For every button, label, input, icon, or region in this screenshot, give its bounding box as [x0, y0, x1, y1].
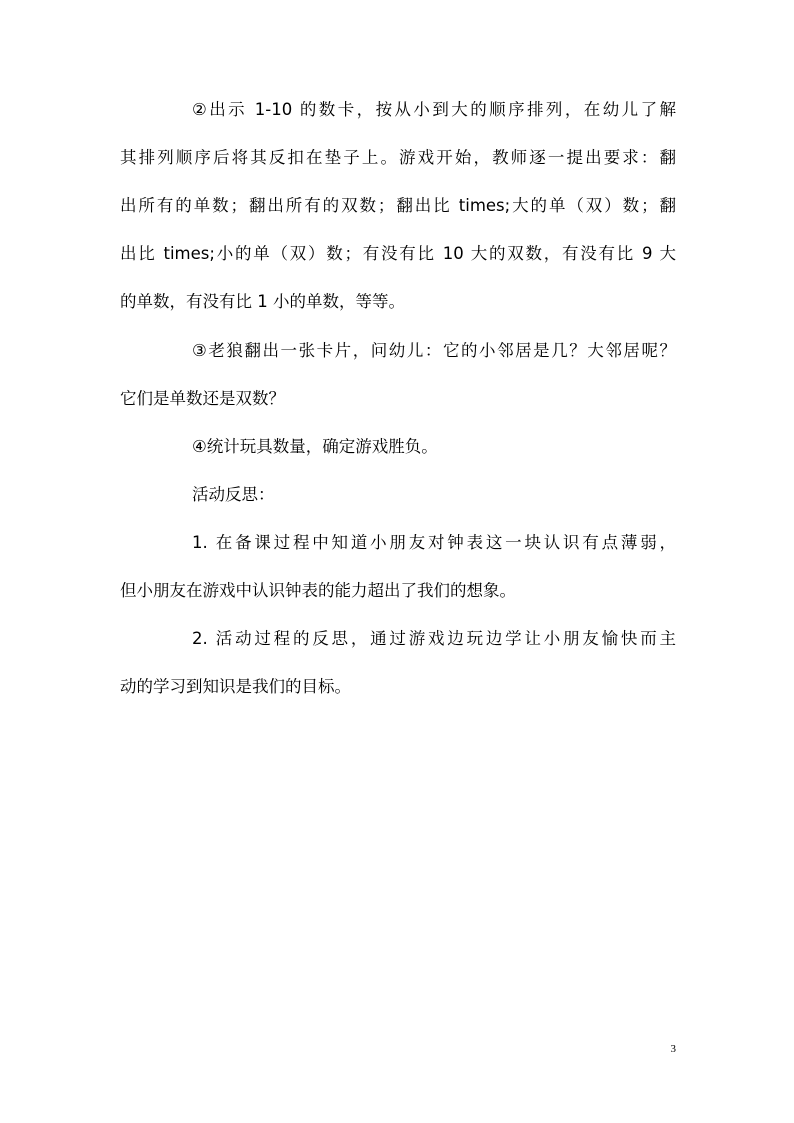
paragraph-line: ③老狼翻出一张卡片，问幼儿：它的小邻居是几？大邻居呢？ — [192, 341, 676, 360]
paragraph-line: 其排列顺序后将其反扣在垫子上。游戏开始，教师逐一提出要求：翻 — [120, 148, 676, 167]
paragraph-line: 1. 在备课过程中知道小朋友对钟表这一块认识有点薄弱， — [192, 533, 676, 552]
paragraph-line: ②出示 1-10 的数卡，按从小到大的顺序排列，在幼儿了解 — [192, 100, 676, 119]
page-number: 3 — [670, 1043, 676, 1055]
paragraph-line: 但小朋友在游戏中认识钟表的能力超出了我们的想象。 — [120, 581, 516, 600]
paragraph-line: 2. 活动过程的反思，通过游戏边玩边学让小朋友愉快而主 — [192, 629, 676, 648]
paragraph-line: 动的学习到知识是我们的目标。 — [120, 677, 351, 696]
section-heading: 活动反思： — [192, 485, 275, 504]
paragraph-line: 它们是单数还是双数？ — [120, 389, 285, 408]
paragraph-line: 的单数，有没有比 1 小的单数，等等。 — [120, 292, 405, 311]
paragraph-line: 出比 times;小的单（双）数；有没有比 10 大的双数，有没有比 9 大 — [120, 244, 676, 263]
paragraph-line: ④统计玩具数量，确定游戏胜负。 — [192, 437, 438, 456]
paragraph-line: 出所有的单数；翻出所有的双数；翻出比 times;大的单（双）数；翻 — [120, 196, 676, 215]
